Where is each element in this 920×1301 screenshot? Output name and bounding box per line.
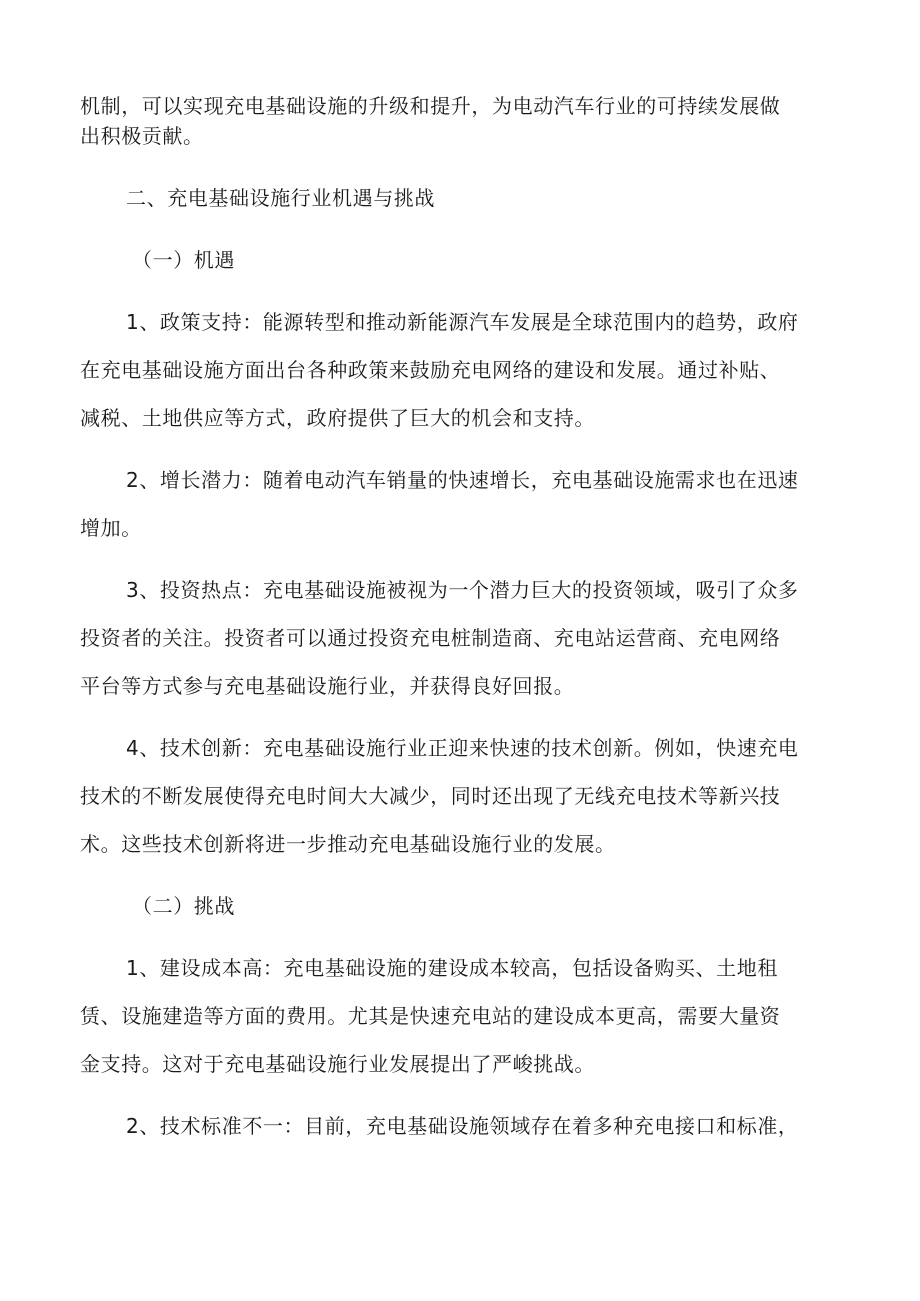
paragraph-line: 4、技术创新：充电基础设施行业正迎来快速的技术创新。例如，快速充电 [126,736,799,760]
paragraph-line: 平台等方式参与充电基础设施行业，并获得良好回报。 [80,674,575,698]
paragraph-line: 1、建设成本高：充电基础设施的建设成本较高，包括设备购买、土地租 [126,956,778,980]
paragraph-line: 赁、设施建造等方面的费用。尤其是快速充电站的建设成本更高，需要大量资 [80,1004,781,1028]
paragraph-line: 金支持。这对于充电基础设施行业发展提出了严峻挑战。 [80,1052,595,1076]
paragraph-line: 机制，可以实现充电基础设施的升级和提升，为电动汽车行业的可持续发展做 [80,94,781,118]
subsection-heading: （二）挑战 [132,894,235,918]
subsection-heading: （一）机遇 [132,248,235,272]
paragraph-line: 术。这些技术创新将进一步推动充电基础设施行业的发展。 [80,832,616,856]
paragraph-line: 1、政策支持：能源转型和推动新能源汽车发展是全球范围内的趋势，政府 [126,310,799,334]
paragraph-line: 出积极贡献。 [80,124,204,148]
paragraph-line: 增加。 [80,516,142,540]
paragraph-line: 2、增长潜力：随着电动汽车销量的快速增长，充电基础设施需求也在迅速 [126,468,799,492]
paragraph-line: 3、投资热点：充电基础设施被视为一个潜力巨大的投资领域，吸引了众多 [126,578,799,602]
paragraph-line: 在充电基础设施方面出台各种政策来鼓励充电网络的建设和发展。通过补贴、 [80,358,781,382]
paragraph-line: 2、技术标准不一：目前，充电基础设施领域存在着多种充电接口和标准， [126,1114,799,1138]
section-heading: 二、充电基础设施行业机遇与挑战 [126,186,435,210]
paragraph-line: 减税、土地供应等方式，政府提供了巨大的机会和支持。 [80,406,595,430]
paragraph-line: 技术的不断发展使得充电时间大大减少，同时还出现了无线充电技术等新兴技 [80,784,781,808]
paragraph-line: 投资者的关注。投资者可以通过投资充电桩制造商、充电站运营商、充电网络 [80,626,781,650]
